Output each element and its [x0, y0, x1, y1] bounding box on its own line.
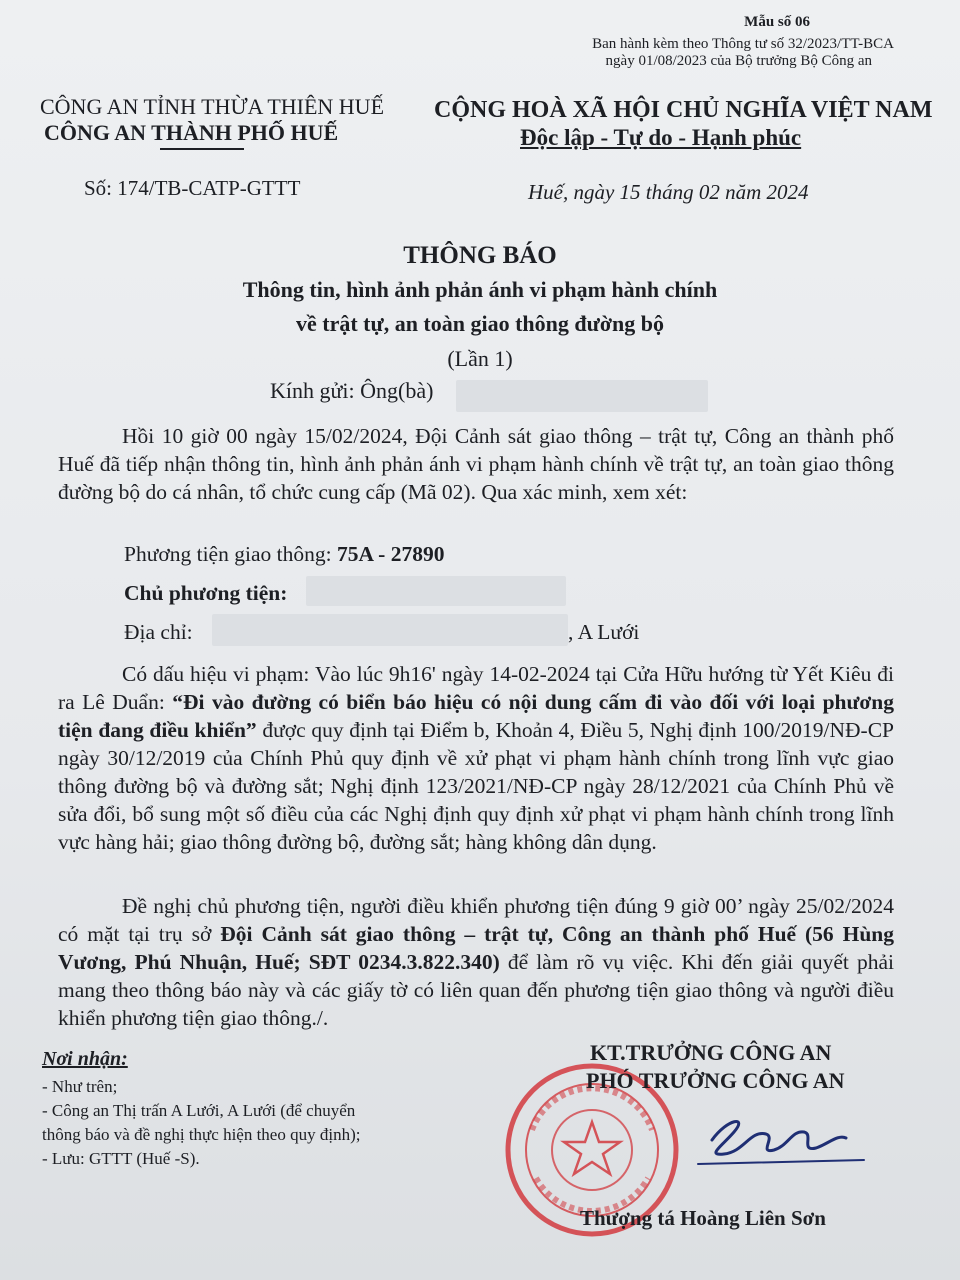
agency-name: CÔNG AN THÀNH PHỐ HUẾ	[44, 120, 339, 145]
greeting: Kính gửi: Ông(bà)	[270, 378, 434, 403]
notice-count: (Lần 1)	[447, 346, 513, 371]
violation-description: “Đi vào đường có biển báo hiệu có nội dung cấm đi vào đối với loại phương tiện đang điều khiển”	[58, 690, 895, 742]
national-motto: Độc lập - Tự do - Hạnh phúc	[520, 125, 802, 150]
form-issue-line-2: ngày 01/08/2023 của Bộ trưởng Bộ Công an	[605, 53, 872, 69]
address-suffix: , A Lưới	[568, 620, 640, 644]
place-date: Huế, ngày 15 tháng 02 năm 2024	[528, 180, 809, 204]
violation-legal-basis: được quy định tại Điểm b, Khoản 4, Điều 5, Nghị định 100/2019/NĐ-CP ngày 30/12/2019 của Chính Phủ quy định về xử phạt vi phạm hành chính trong lĩnh vực giao thông đường bộ và đường sắt; Nghị định 123/2021/NĐ-CP ngày 28/12/2021 của Chính Phủ về sửa đổi, bổ sung một số điều của các Nghị định quy định xử phạt vi phạm hành chính trong lĩnh vực hàng hải; giao thông đường bộ, đường sắt; hàng không dân dụng.	[58, 718, 894, 854]
recipient-line-3: thông báo và đề nghị thực hiện theo quy định);	[42, 1125, 361, 1144]
document-subtitle-1: Thông tin, hình ảnh phản ánh vi phạm hành chính	[242, 277, 718, 302]
redacted-recipient	[456, 380, 708, 412]
recipient-line-1: - Như trên;	[42, 1077, 118, 1096]
redacted-owner	[306, 576, 566, 606]
redacted-address	[212, 614, 568, 646]
owner-label: Chủ phương tiện:	[124, 581, 288, 605]
paragraph-receipt	[58, 422, 894, 506]
agency-parent: CÔNG AN TỈNH THỪA THIÊN HUẾ	[40, 94, 385, 119]
address-label: Địa chỉ:	[124, 620, 193, 644]
signer-name: Thượng tá Hoàng Liên Sơn	[580, 1206, 826, 1230]
recipient-line-2: - Công an Thị trấn A Lưới, A Lưới (để chuyển	[42, 1101, 356, 1120]
vehicle-plate: 75A - 27890	[336, 542, 445, 566]
national-title: CỘNG HOÀ XÃ HỘI CHỦ NGHĨA VIỆT NAM	[434, 97, 933, 123]
recipients-title: Nơi nhận:	[42, 1048, 128, 1070]
summons-location: Đội Cảnh sát giao thông – trật tự, Công an thành phố Huế (56 Hùng Vương, Phú Nhuận, Huế; SĐT 0234.3.822.340)	[58, 922, 894, 974]
paragraph-violation	[58, 660, 894, 856]
summons-intro: Đề nghị chủ phương tiện, người điều khiển phương tiện đúng 9 giờ 00’ ngày 25/02/2024 có mặt tại trụ sở	[58, 894, 894, 946]
vehicle-label: Phương tiện giao thông:	[124, 542, 337, 566]
document-number: Số: 174/TB-CATP-GTTT	[84, 176, 301, 200]
signature-authority-1: KT.TRƯỞNG CÔNG AN	[590, 1040, 832, 1065]
form-issue-line-1: Ban hành kèm theo Thông tư số 32/2023/TT-BCA	[592, 36, 894, 52]
summons-rest: để làm rõ vụ việc. Khi đến giải quyết phải mang theo thông báo này và các giấy tờ có liên quan đến phương tiện giao thông và người điều khiển phương tiện giao thông./.	[58, 950, 894, 1030]
vehicle-field	[124, 542, 444, 567]
form-number: Mẫu số 06	[744, 14, 810, 30]
handwritten-signature	[688, 1104, 868, 1174]
recipient-line-4: - Lưu: GTTT (Huế -S).	[42, 1149, 200, 1168]
signature-authority-2: PHÓ TRƯỞNG CÔNG AN	[586, 1068, 845, 1093]
agency-underline	[160, 148, 244, 150]
document-title: THÔNG BÁO	[403, 242, 557, 269]
paragraph-receipt-text: Hồi 10 giờ 00 ngày 15/02/2024, Đội Cảnh sát giao thông – trật tự, Công an thành phố Huế đã tiếp nhận thông tin, hình ảnh phản ánh vi phạm hành chính về trật tự, an toàn giao thông đường bộ do cá nhân, tổ chức cung cấp (Mã 02). Qua xác minh, xem xét:	[58, 424, 894, 504]
violation-intro: Có dấu hiệu vi phạm: Vào lúc 9h16' ngày 14-02-2024 tại Cửa Hữu hướng từ Yết Kiêu đi ra Lê Duẩn:	[58, 662, 894, 714]
paragraph-summons	[58, 892, 894, 1032]
document-subtitle-2: về trật tự, an toàn giao thông đường bộ	[295, 311, 664, 336]
